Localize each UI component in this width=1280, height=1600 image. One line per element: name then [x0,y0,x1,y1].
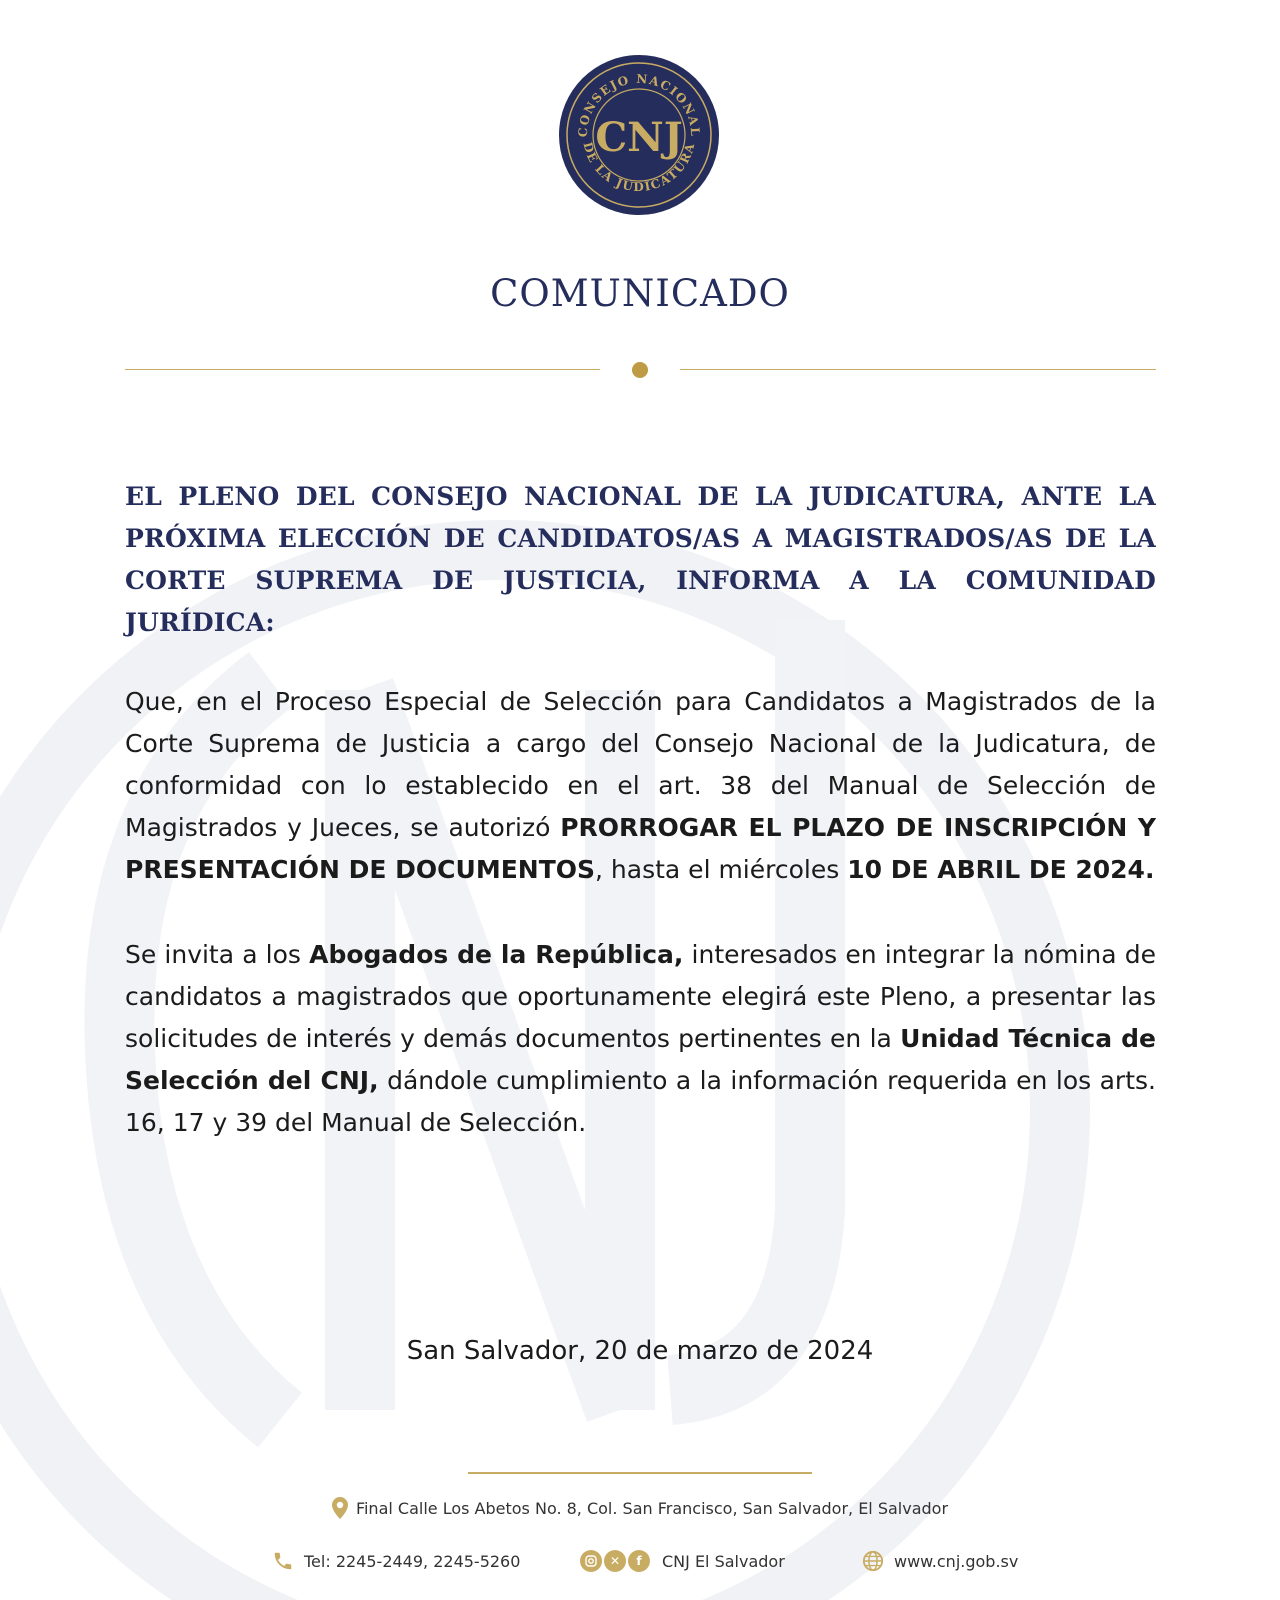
address-text: Final Calle Los Abetos No. 8, Col. San Francisco, San Salvador, El Salvador [355,1498,949,1518]
location-pin-icon [332,1497,348,1519]
footer-website [862,1546,1018,1576]
announcement-heading: EL PLENO DEL CONSEJO NACIONAL DE LA JUDICATURA, ANTE LA PRÓXIMA ELECCIÓN DE CANDIDATOS/AS A MAGISTRADOS/AS DE LA CORTE SUPREMA DE JUSTICIA, INFORMA A LA COMUNIDAD JURÍDICA: [125,482,1156,637]
footer-phone [272,1546,520,1576]
svg-text:CONSEJO NACIONAL: CONSEJO NACIONAL [575,71,703,138]
website-link[interactable]: www.cnj.gob.sv [894,1551,1019,1571]
svg-text:DE LA JUDICATURA: DE LA JUDICATURA [580,140,698,195]
date-line: San Salvador, 20 de marzo de 2024 [406,1336,874,1366]
instagram-icon[interactable] [580,1550,602,1572]
footer-divider [468,1472,812,1474]
social-handle: CNJ El Salvador [662,1551,785,1571]
footer-address [0,1497,1280,1519]
deadline-date: 10 DE ABRIL DE 2024. [847,855,1155,884]
footer-contacts [0,1546,1280,1576]
title-divider-right [680,369,1156,370]
footer-social [580,1546,785,1576]
phone-text: Tel: 2245-2449, 2245-5260 [304,1551,521,1571]
announcement-paragraph-1: Que, en el Proceso Especial de Selección para Candidatos a Magistrados de la Corte Suprema de Justicia a cargo del Consejo Nacional de la Judicatura, de conformidad con lo establecido en el art. 38 del Manual de Selección de Magistrados y Jueces, se autorizó PRORROGAR EL PLAZO DE INSCRIPCIÓN Y PRESENTACIÓN DE DOCUMENTOS, hasta el miércoles 10 DE ABRIL DE 2024. [125,687,1156,884]
extension-notice: PRORROGAR EL PLAZO DE INSCRIPCIÓN Y PRESENTACIÓN DE DOCUMENTOS [125,813,1156,884]
globe-icon [862,1550,884,1572]
announcement-paragraph-2: Se invita a los Abogados de la República, interesados en integrar la nómina de candidatos a magistrados que oportunamente elegirá este Pleno, a presentar las solicitudes de interés y demás documentos pertinentes en la Unidad Técnica de Selección del CNJ, dándole cumplimiento a la información requerida en los arts. 16, 17 y 39 del Manual de Selección. [125,940,1156,1137]
page-title: COMUNICADO [490,272,790,315]
x-icon[interactable]: ✕ [604,1550,626,1572]
facebook-icon[interactable]: f [628,1550,650,1572]
svg-text:CNJ: CNJ [595,114,683,161]
title-divider-left [125,369,600,370]
phone-icon [272,1550,294,1572]
cnj-seal-logo [557,53,721,217]
title-divider-dot [632,362,648,378]
